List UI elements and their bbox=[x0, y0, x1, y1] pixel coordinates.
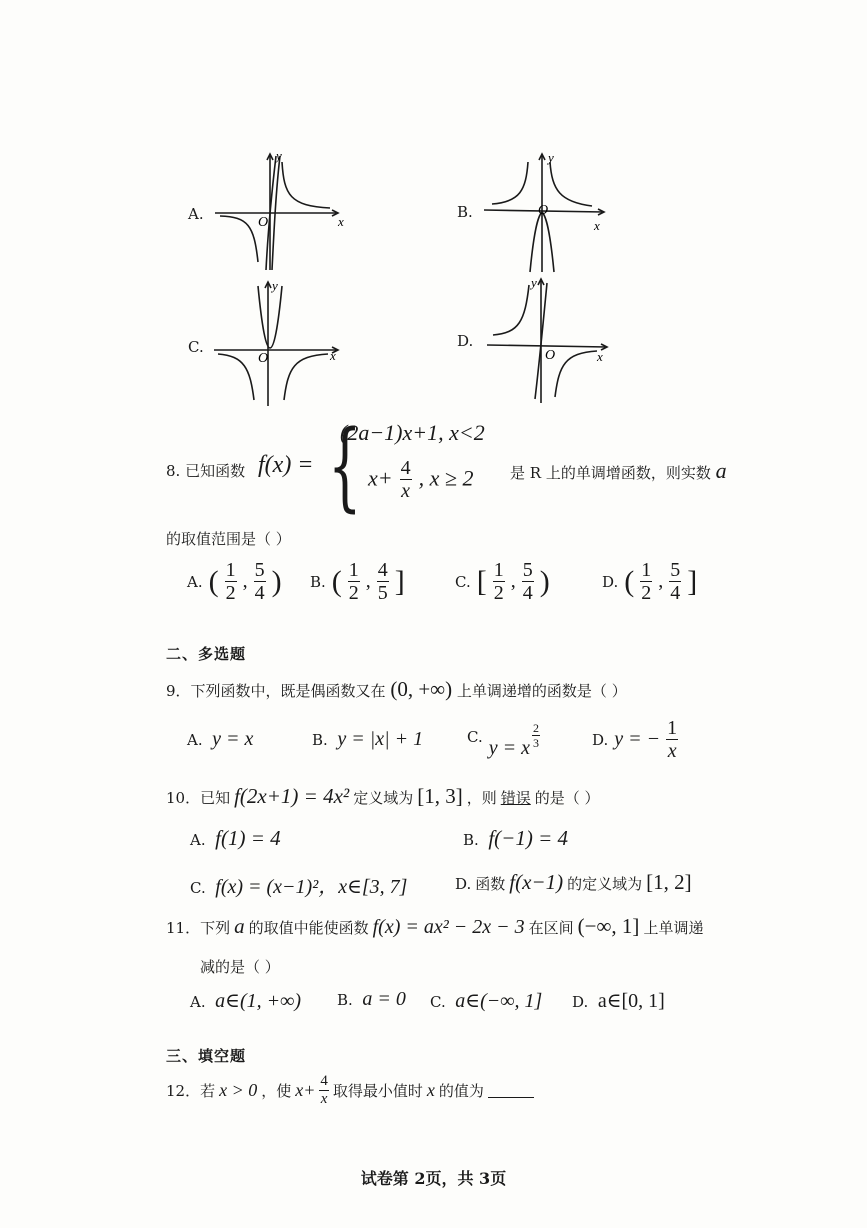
q10-stem bbox=[166, 784, 600, 809]
q9-interval: (0, +∞) bbox=[390, 677, 453, 701]
q8-d-left: ( bbox=[624, 564, 635, 598]
curve-b-left bbox=[492, 162, 528, 204]
q8-c-d1: 2 bbox=[493, 582, 504, 604]
q10-fx: f(2x+1) = 4x² bbox=[234, 784, 350, 808]
q9-option-c[interactable] bbox=[467, 722, 540, 760]
q8-d-f1 bbox=[640, 560, 652, 603]
q8-d-n1: 1 bbox=[641, 559, 652, 581]
q12-cond: x > 0 bbox=[219, 1080, 258, 1100]
q8-c-d2: 4 bbox=[522, 582, 533, 604]
q10-option-d[interactable] bbox=[455, 870, 692, 895]
q8-d-f2 bbox=[669, 560, 681, 603]
q12-frac bbox=[319, 1074, 329, 1107]
q10-d-mid: 的定义域为 bbox=[567, 875, 643, 893]
q8-option-a[interactable]: A. ( $\frac{1}{2}$ , $\frac{5}{4}$ ) bbox=[187, 559, 282, 604]
q8-number: 8. 已知函数 bbox=[166, 462, 246, 480]
curve-a-left bbox=[220, 216, 258, 262]
q8-fx: f(x) = bbox=[258, 452, 314, 478]
section-fill-in: 三、填空题 bbox=[166, 1047, 247, 1065]
q10-d-pre: 函数 bbox=[475, 875, 506, 893]
q8-line2: 的取值范围是（ ） bbox=[166, 530, 291, 548]
q8-piece2 bbox=[368, 458, 473, 501]
curve-d-right bbox=[555, 351, 597, 397]
q8-piece2-num: 4 bbox=[400, 457, 411, 479]
q12-pre: 12．若 bbox=[166, 1082, 216, 1100]
q10-option-c[interactable] bbox=[190, 870, 407, 899]
q9-c-exp-num: 2 bbox=[532, 721, 539, 735]
q12-expr-pre: x+ bbox=[295, 1080, 316, 1100]
q8-b-n1: 1 bbox=[348, 559, 359, 581]
graph-c-label: C. bbox=[188, 338, 204, 356]
q8-piece2-pre: x+ bbox=[368, 465, 393, 491]
curve-c-right bbox=[284, 354, 328, 400]
q8-c-right: ) bbox=[539, 564, 550, 598]
q9-option-d[interactable] bbox=[592, 718, 678, 761]
q11-c-expr: a∈(−∞, 1] bbox=[455, 990, 543, 1012]
q9-c-label: C. bbox=[467, 728, 483, 746]
q9-b-label: B. bbox=[312, 731, 328, 749]
q10-mid: 定义域为 bbox=[353, 789, 414, 807]
q8-var: a bbox=[715, 458, 727, 483]
q8-a-d2: 4 bbox=[254, 582, 265, 604]
q8-a-label: A. bbox=[187, 572, 203, 591]
q10-dom: [1, 3] bbox=[417, 784, 463, 808]
q9-b-expr: y = |x| + 1 bbox=[337, 728, 424, 750]
graph-b bbox=[482, 150, 612, 275]
q11-post: 上单调递 bbox=[643, 919, 704, 937]
q11-option-d[interactable] bbox=[572, 988, 665, 1013]
curve-c-left bbox=[218, 354, 254, 400]
q8-b-f1 bbox=[348, 560, 360, 603]
q10-pre: 10．已知 bbox=[166, 789, 231, 807]
q11-int: (−∞, 1] bbox=[577, 914, 640, 938]
q11-a-expr: a∈(1, +∞) bbox=[215, 990, 302, 1012]
q12-post: 取得最小值时 bbox=[332, 1082, 423, 1100]
q11-option-c[interactable] bbox=[430, 988, 542, 1013]
graph-b-y: y bbox=[548, 150, 554, 165]
q10-b-expr: f(−1) = 4 bbox=[488, 826, 569, 850]
q9-option-b[interactable] bbox=[312, 728, 423, 751]
q8-a-n1: 1 bbox=[225, 559, 236, 581]
graph-d-x: x bbox=[597, 349, 603, 364]
q11-stem bbox=[166, 914, 703, 939]
q10-post1: ，则 bbox=[466, 789, 497, 807]
graph-b-x: x bbox=[594, 218, 600, 233]
graph-d-y: y bbox=[531, 275, 537, 290]
q9-option-a[interactable] bbox=[187, 728, 253, 751]
q10-d-fx: f(x−1) bbox=[509, 870, 564, 894]
q8-b-label: B. bbox=[310, 572, 326, 591]
q8-a-right: ) bbox=[271, 564, 282, 598]
q8-c-left: [ bbox=[476, 564, 487, 598]
q8-d-d1: 2 bbox=[641, 582, 652, 604]
graph-d bbox=[485, 275, 615, 405]
q9-a-label: A. bbox=[187, 731, 203, 749]
q12-post2: 的值为 bbox=[438, 1082, 484, 1100]
graph-a-origin: O bbox=[258, 215, 269, 230]
q8-c-n1: 1 bbox=[493, 559, 504, 581]
q8-a-d1: 2 bbox=[225, 582, 236, 604]
q11-option-b[interactable] bbox=[337, 988, 406, 1011]
q9-d-pre: y = − bbox=[614, 728, 661, 750]
q10-option-a[interactable] bbox=[190, 826, 281, 851]
q8-piece2-frac bbox=[400, 458, 412, 501]
q11-line2: 减的是（ ） bbox=[200, 958, 280, 976]
q8-option-b[interactable]: B. ( $\frac{1}{2}$ , $\frac{4}{5}$ ] bbox=[310, 559, 405, 604]
q9-c-exp-den: 3 bbox=[532, 736, 539, 750]
q9-stem bbox=[166, 677, 627, 702]
q12-den: x bbox=[320, 1091, 328, 1107]
q9-d-frac bbox=[666, 718, 678, 761]
page-footer: 试卷第 2页，共 3页 bbox=[360, 1169, 507, 1188]
q8-c-f2 bbox=[522, 560, 534, 603]
graph-b-origin: O bbox=[538, 203, 549, 218]
graph-b-label: B. bbox=[457, 203, 473, 221]
graph-c bbox=[212, 278, 347, 408]
q8-after-text: 是 R 上的单调增函数，则实数 bbox=[510, 464, 711, 482]
q8-option-d[interactable]: D. ( $\frac{1}{2}$ , $\frac{5}{4}$ ] bbox=[602, 559, 698, 604]
curve-d-left bbox=[493, 285, 529, 335]
q11-mid: 的取值中能使函数 bbox=[248, 919, 369, 937]
q8-c-n2: 5 bbox=[522, 559, 533, 581]
q8-a-n2: 5 bbox=[254, 559, 265, 581]
q8-d-right: ] bbox=[687, 564, 698, 598]
graph-c-x: x bbox=[330, 348, 336, 363]
q9-text: 9．下列函数中，既是偶函数又在 bbox=[166, 682, 386, 700]
q10-d-int: [1, 2] bbox=[646, 870, 692, 894]
graph-d-label: D. bbox=[457, 332, 474, 350]
q9-d-den: x bbox=[667, 740, 677, 762]
q8-b-n2: 4 bbox=[377, 559, 388, 581]
graph-c-y: y bbox=[272, 278, 278, 293]
q8-piece2-den: x bbox=[401, 480, 411, 502]
q8-d-label: D. bbox=[602, 572, 619, 591]
q9-text2: 上单调递增的函数是（ ） bbox=[456, 682, 627, 700]
graph-c-origin: O bbox=[258, 351, 269, 366]
q8-b-f2 bbox=[377, 560, 389, 603]
q11-mid2: 在区间 bbox=[528, 919, 574, 937]
section-multiple-choice: 二、多选题 bbox=[166, 645, 247, 663]
q10-d-label: D. bbox=[455, 875, 472, 893]
q10-a-expr: f(1) = 4 bbox=[215, 826, 281, 850]
q8-a-f1 bbox=[225, 560, 237, 603]
curve-b-right bbox=[550, 162, 592, 206]
graph-d-origin: O bbox=[545, 348, 556, 363]
q12-num: 4 bbox=[320, 1073, 328, 1089]
q8-piece2-post: , x ≥ 2 bbox=[418, 465, 474, 491]
q11-pre: 11．下列 bbox=[166, 919, 231, 937]
q8-b-left: ( bbox=[331, 564, 342, 598]
q12-answer-blank[interactable] bbox=[488, 1083, 534, 1098]
q11-fx: f(x) = ax² − 2x − 3 bbox=[372, 916, 525, 938]
curve-a-right bbox=[282, 162, 330, 208]
graph-a bbox=[210, 150, 350, 275]
q11-a-label: A. bbox=[190, 993, 206, 1011]
q8-c-f1 bbox=[493, 560, 505, 603]
q8-a-f2 bbox=[254, 560, 266, 603]
q8-after bbox=[510, 458, 727, 484]
q9-d-label: D. bbox=[592, 730, 609, 749]
q11-d-label: D. bbox=[572, 993, 589, 1011]
q8-brace: { bbox=[328, 410, 362, 522]
q10-post2: 的是（ ） bbox=[534, 789, 600, 807]
q9-c-base: y = x bbox=[488, 737, 530, 759]
graph-a-y: y bbox=[276, 150, 282, 163]
q10-wrong: 错误 bbox=[500, 789, 531, 807]
q12-var: x bbox=[426, 1080, 435, 1100]
q8-d-d2: 4 bbox=[670, 582, 681, 604]
q11-var: a bbox=[234, 914, 245, 938]
q11-option-a[interactable] bbox=[190, 988, 301, 1013]
graph-a-x: x bbox=[338, 214, 344, 229]
q10-option-b[interactable] bbox=[463, 826, 568, 851]
q10-a-label: A. bbox=[190, 831, 206, 849]
q8-piece1: (2a−1)x+1, x<2 bbox=[340, 420, 485, 445]
q9-c-exp bbox=[532, 722, 540, 749]
q8-b-d2: 5 bbox=[377, 582, 388, 604]
q10-b-label: B. bbox=[463, 831, 479, 849]
q8-option-c[interactable]: C. [ $\frac{1}{2}$ , $\frac{5}{4}$ ) bbox=[455, 559, 550, 604]
q8-c-label: C. bbox=[455, 572, 471, 591]
q8-b-right: ] bbox=[394, 564, 405, 598]
q11-b-label: B. bbox=[337, 991, 353, 1009]
q11-b-expr: a = 0 bbox=[362, 988, 406, 1010]
q10-c-label: C. bbox=[190, 879, 206, 897]
graph-a-label: A. bbox=[188, 205, 204, 223]
q12-stem bbox=[166, 1074, 534, 1107]
q8-d-n2: 5 bbox=[670, 559, 681, 581]
q8-b-d1: 2 bbox=[348, 582, 359, 604]
q10-c-expr: f(x) = (x−1)²，x∈[3, 7] bbox=[215, 876, 408, 898]
curve-c-center bbox=[258, 286, 282, 348]
q9-d-num: 1 bbox=[667, 717, 678, 739]
q12-mid: ，使 bbox=[261, 1082, 292, 1100]
q11-c-label: C. bbox=[430, 993, 446, 1011]
q11-d-expr: a∈[0, 1] bbox=[597, 990, 665, 1012]
q9-a-expr: y = x bbox=[212, 728, 254, 750]
q8-a-left: ( bbox=[208, 564, 219, 598]
